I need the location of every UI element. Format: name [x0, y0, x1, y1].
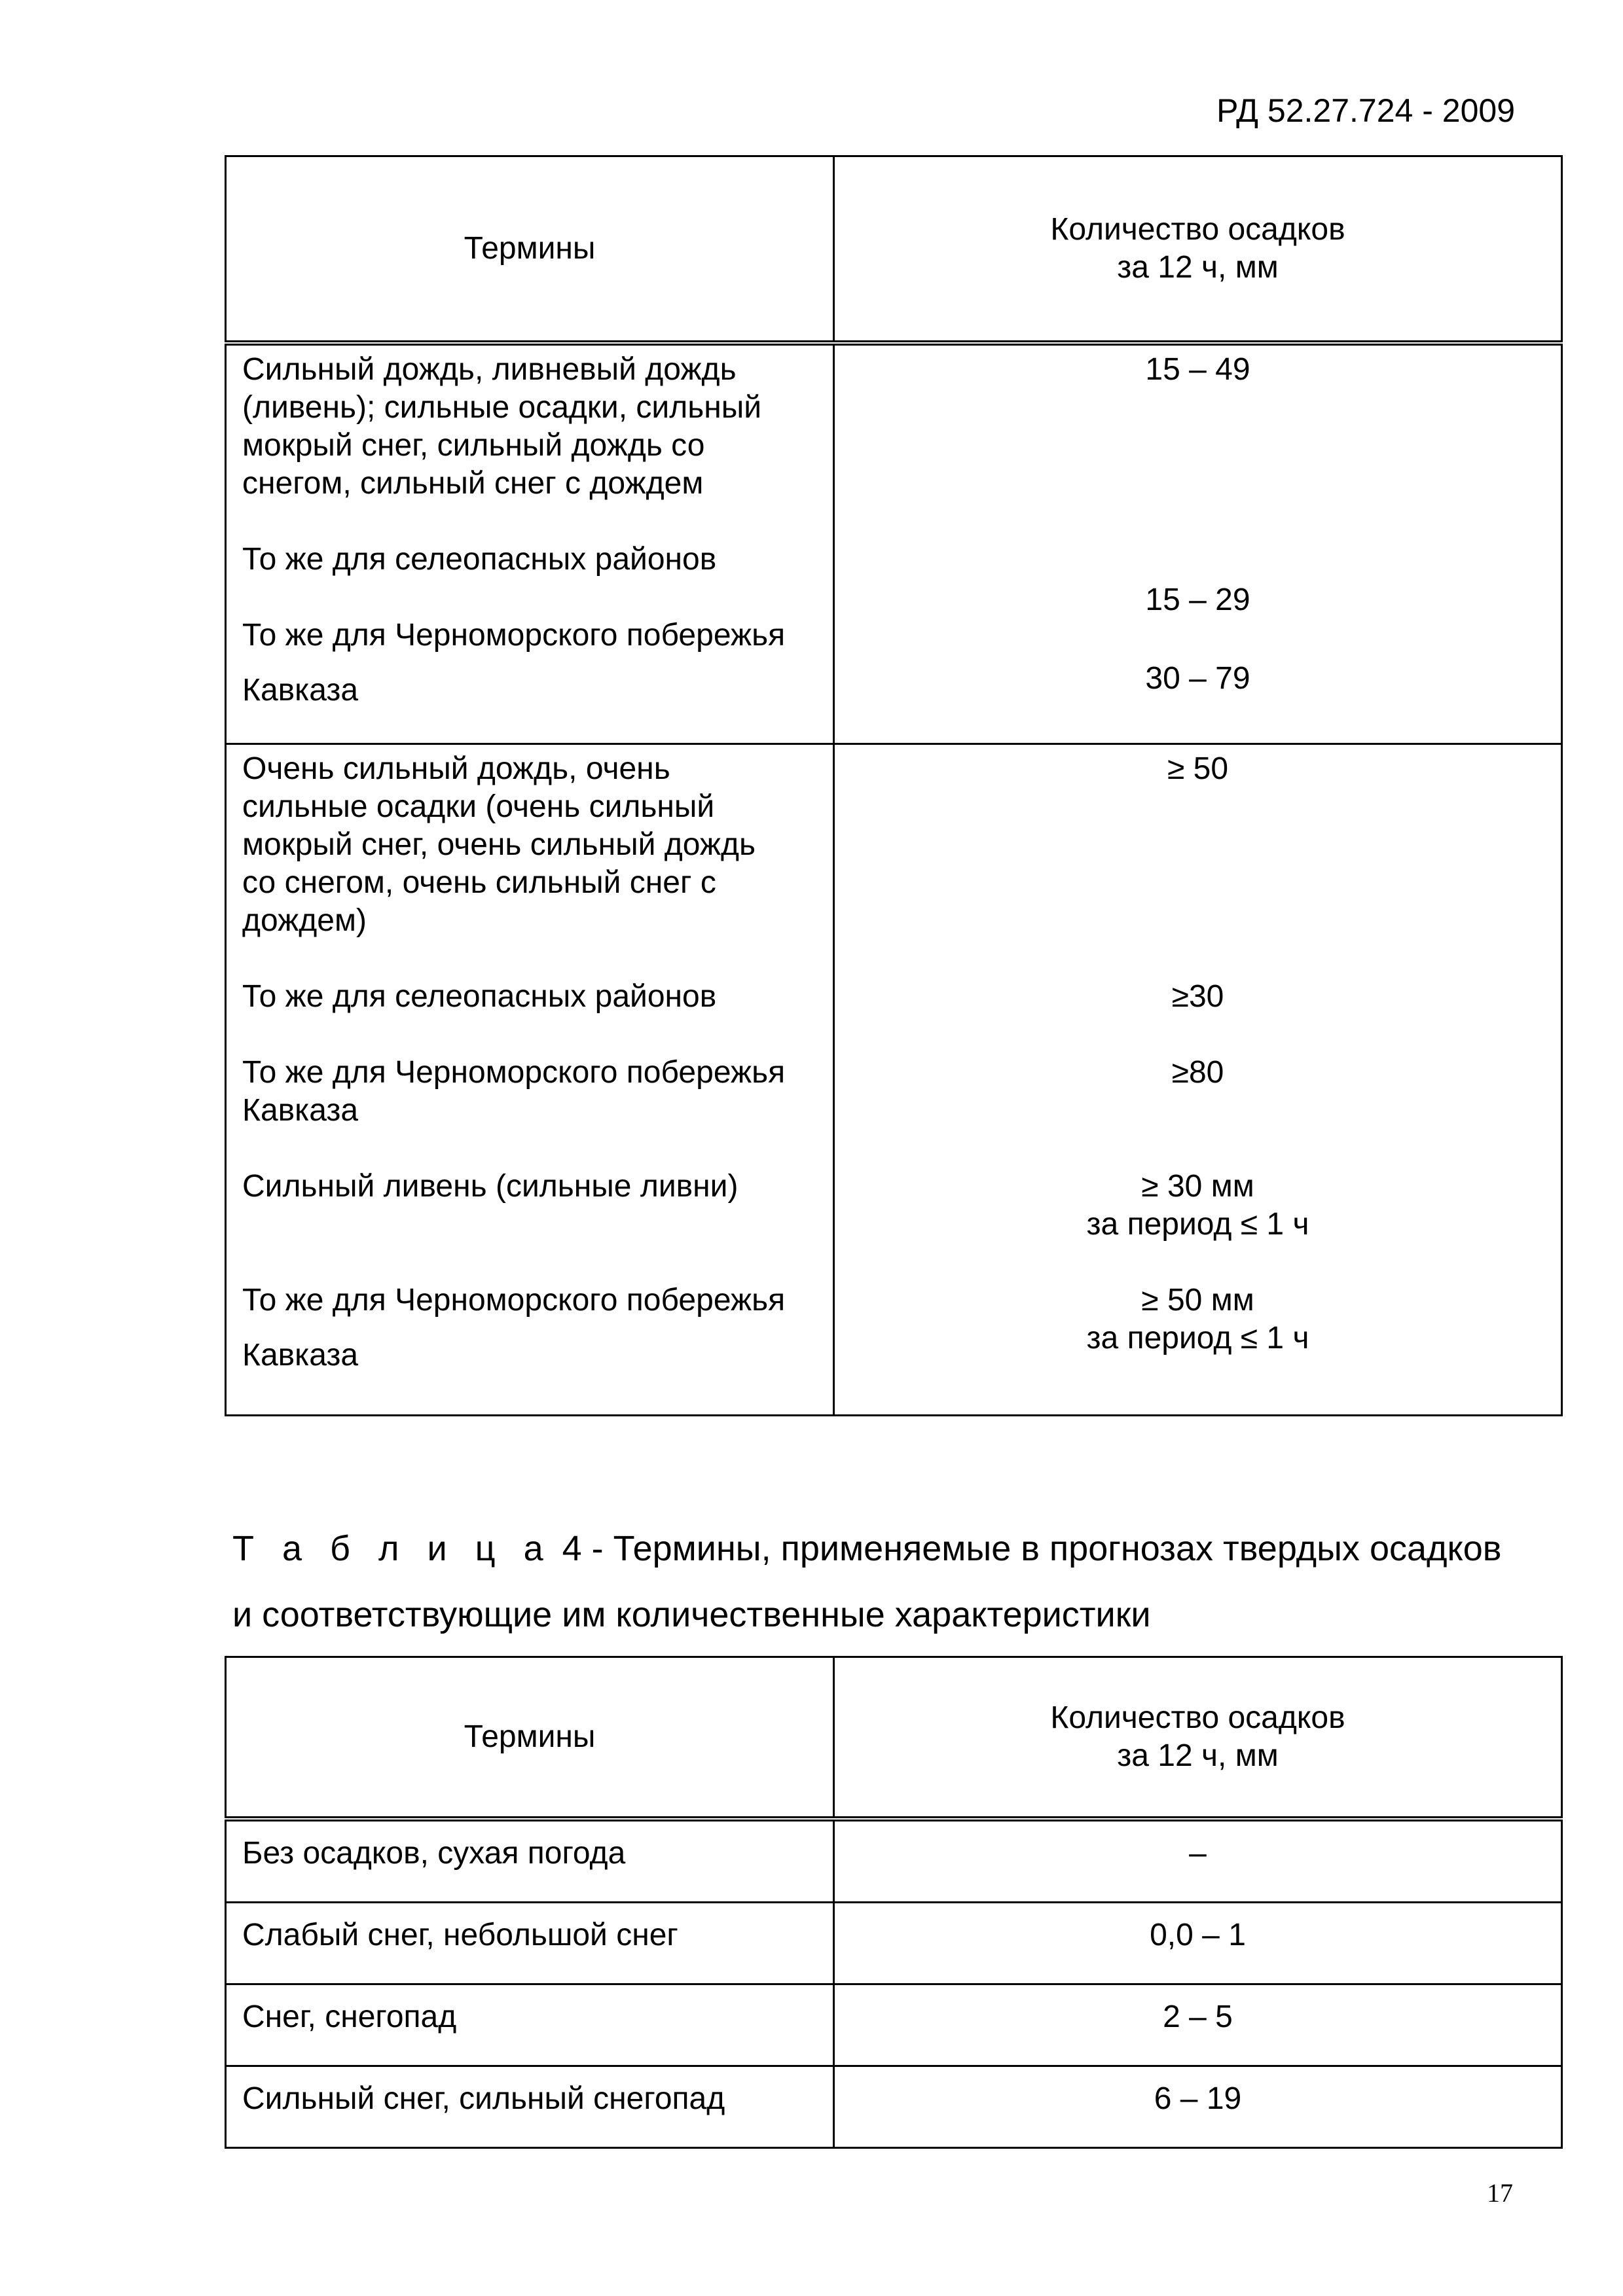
table-row: [226, 1903, 1562, 1984]
value-text: ≥80: [1171, 1054, 1224, 1090]
term-text: То же для селеопасных районов: [242, 542, 717, 577]
column-header-amount: Количество осадков за 12 ч, мм: [834, 156, 1562, 344]
table-header-row: [226, 1657, 1562, 1820]
term-cell: [226, 744, 834, 1415]
value-cell: 0,0 – 1: [834, 1903, 1562, 1984]
value-cell: –: [834, 1819, 1562, 1903]
column-header-amount: Количество осадков за 12 ч, мм: [834, 1657, 1562, 1820]
table-4-caption: [232, 1516, 1568, 1648]
term-text: Очень сильный дождь, очень сильные осадки (очень сильный мокрый снег, очень сильный дождь со снегом, очень сильный снег с дождем): [242, 751, 756, 938]
value-cell: [834, 343, 1562, 744]
column-header-terms: Термины: [226, 1657, 834, 1820]
table-row: [226, 2066, 1562, 2148]
value-text: 15 – 29: [1145, 583, 1250, 617]
term-text: Сильный дождь, ливневый дождь (ливень); сильные осадки, сильный мокрый снег, сильный дождь со снегом, сильный снег с дождем: [242, 352, 762, 501]
value-cell: 6 – 19: [834, 2066, 1562, 2148]
value-text: ≥ 30 мм за период ≤ 1 ч: [1086, 1168, 1309, 1242]
table-row: [226, 343, 1562, 744]
term-cell: Снег, снегопад: [226, 1984, 834, 2066]
value-text: 30 – 79: [1145, 661, 1250, 696]
table-row: [226, 1819, 1562, 1903]
value-cell: [834, 744, 1562, 1415]
term-text: Кавказа: [242, 1337, 359, 1372]
term-cell: [226, 343, 834, 744]
caption-label: Т а б л и ц а: [232, 1529, 553, 1568]
table-row: [226, 744, 1562, 1415]
caption-text-line2: и соответствующие им количественные характеристики: [232, 1595, 1151, 1634]
term-text: То же для Черноморского побережья: [242, 618, 786, 653]
caption-text: 4 - Термины, применяемые в прогнозах твердых осадков: [552, 1529, 1502, 1568]
page-number: 17: [1487, 2178, 1513, 2208]
term-cell: Сильный снег, сильный снегопад: [226, 2066, 834, 2148]
document-code: РД 52.27.724 - 2009: [1216, 92, 1515, 129]
term-text: Сильный ливень (сильные ливни): [242, 1168, 739, 1204]
solid-precipitation-table: [225, 1656, 1563, 2149]
value-text: 15 – 49: [1145, 352, 1250, 387]
precipitation-table-1: [225, 155, 1563, 1416]
term-text: То же для Черноморского побережья: [242, 1282, 786, 1318]
term-text: Кавказа: [242, 673, 359, 708]
term-text: То же для Черноморского побережья Кавказа: [242, 1054, 786, 1128]
term-text: То же для селеопасных районов: [242, 978, 717, 1014]
value-cell: 2 – 5: [834, 1984, 1562, 2066]
value-text: ≥ 50 мм за период ≤ 1 ч: [1086, 1282, 1309, 1355]
table-header-row: [226, 156, 1562, 344]
term-cell: Без осадков, сухая погода: [226, 1819, 834, 1903]
column-header-terms: Термины: [226, 156, 834, 344]
term-cell: Слабый снег, небольшой снег: [226, 1903, 834, 1984]
value-text: ≥ 50: [1167, 751, 1229, 786]
table-row: [226, 1984, 1562, 2066]
value-text: ≥30: [1171, 978, 1224, 1014]
